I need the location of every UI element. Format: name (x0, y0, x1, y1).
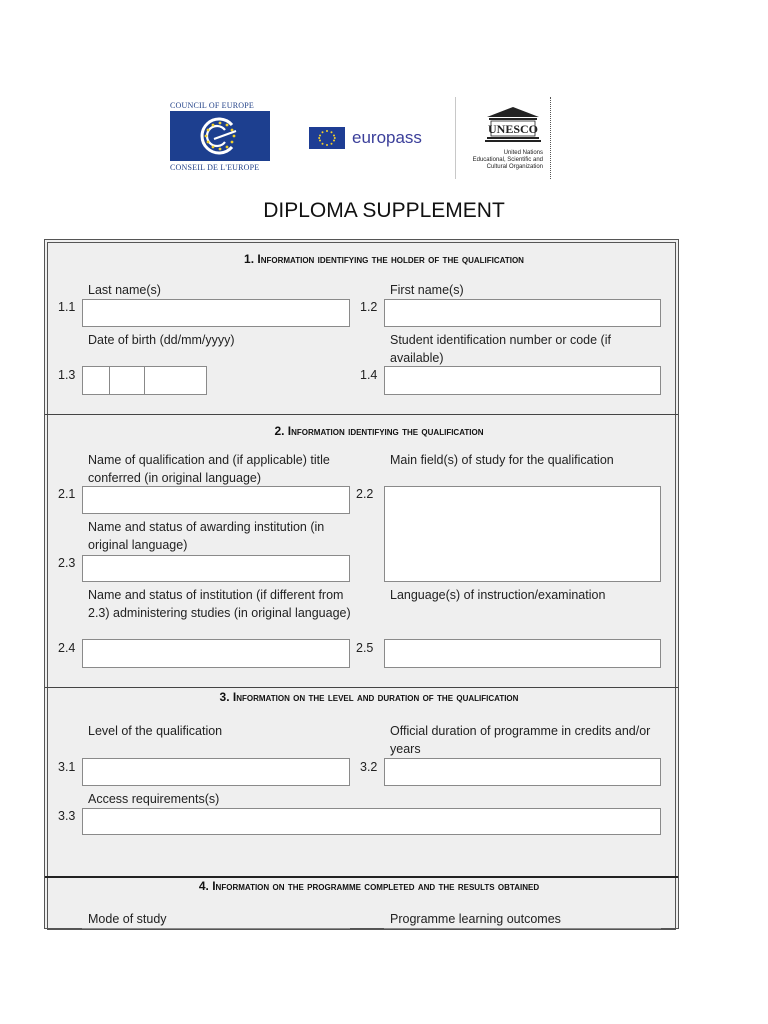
page-title: DIPLOMA SUPPLEMENT (263, 199, 505, 222)
unesco-line-3: Cultural Organization (486, 164, 543, 170)
dob-day-divider (109, 367, 110, 394)
coe-top-text: COUNCIL OF EUROPE (170, 101, 254, 110)
num-3-2: 3.2 (360, 760, 378, 774)
unesco-temple-icon (485, 105, 541, 145)
unesco-line-1: United Nations (503, 150, 543, 156)
last-name-field[interactable] (82, 299, 350, 327)
access-requirements-field[interactable] (82, 808, 661, 835)
num-1-3: 1.3 (58, 368, 76, 382)
qualification-name-field[interactable] (82, 486, 350, 514)
coe-bottom-text: CONSEIL DE L'EUROPE (170, 163, 260, 172)
label-first-name: First name(s) (390, 283, 464, 297)
num-3-1: 3.1 (58, 760, 76, 774)
level-field[interactable] (82, 758, 350, 786)
num-1-4: 1.4 (360, 368, 378, 382)
administering-institution-field[interactable] (82, 639, 350, 668)
label-learning-outcomes: Programme learning outcomes (390, 912, 561, 926)
europass-logo (287, 97, 455, 179)
label-administering-institution: Name and status of institution (if different from 2.3) administering studies (in original language) (88, 588, 351, 620)
unesco-line-2: Educational, Scientific and (472, 157, 543, 163)
student-id-field[interactable] (384, 366, 661, 395)
europass-text: europass (352, 128, 422, 147)
label-main-field: Main field(s) of study for the qualification (390, 453, 614, 467)
section-divider (45, 687, 678, 688)
coe-logo (170, 111, 270, 161)
section-divider (45, 414, 678, 415)
label-mode-of-study: Mode of study (88, 912, 167, 926)
language-of-instruction-field[interactable] (384, 639, 661, 668)
num-1-2: 1.2 (360, 300, 378, 314)
num-1-1: 1.1 (58, 300, 76, 314)
section-divider (45, 876, 678, 878)
num-3-3: 3.3 (58, 809, 76, 823)
label-official-duration: Official duration of programme in credits and/or years (390, 724, 651, 756)
num-2-3: 2.3 (58, 556, 76, 570)
section-4-heading: 4. Information on the programme completed and the results obtained (198, 879, 540, 893)
coe-emblem-icon (170, 111, 270, 161)
unesco-wordmark: UNESCO (487, 122, 539, 136)
num-2-1: 2.1 (58, 487, 76, 501)
num-2-4: 2.4 (58, 641, 76, 655)
label-qualification-name: Name of qualification and (if applicable) title conferred (in original language) (88, 453, 330, 485)
unesco-logo (455, 97, 552, 179)
num-2-2: 2.2 (356, 487, 374, 501)
section-1-heading: 1. Information identifying the holder of the qualification (244, 252, 524, 266)
label-level: Level of the qualification (88, 724, 223, 738)
label-student-id: Student identification number or code (if available) (390, 333, 611, 365)
mode-of-study-field[interactable] (82, 928, 350, 929)
main-field-of-study-field[interactable] (384, 486, 661, 582)
section-2-heading: 2. Information identifying the qualification (274, 424, 484, 438)
label-last-name: Last name(s) (88, 283, 161, 297)
learning-outcomes-field[interactable] (384, 928, 661, 929)
first-name-field[interactable] (384, 299, 661, 327)
label-date-of-birth: Date of birth (dd/mm/yyyy) (88, 333, 235, 347)
awarding-institution-field[interactable] (82, 555, 350, 582)
official-duration-field[interactable] (384, 758, 661, 786)
unesco-caption (457, 150, 543, 171)
label-language-of-instruction: Language(s) of instruction/examination (390, 588, 606, 602)
eu-flag-icon (309, 127, 345, 149)
dob-month-divider (144, 367, 145, 394)
date-of-birth-field[interactable] (82, 366, 207, 395)
num-2-5: 2.5 (356, 641, 374, 655)
label-awarding-institution: Name and status of awarding institution (in original language) (88, 520, 325, 552)
section-3-heading: 3. Information on the level and duration of the qualification (219, 690, 519, 704)
label-access-requirements: Access requirements(s) (88, 792, 220, 806)
